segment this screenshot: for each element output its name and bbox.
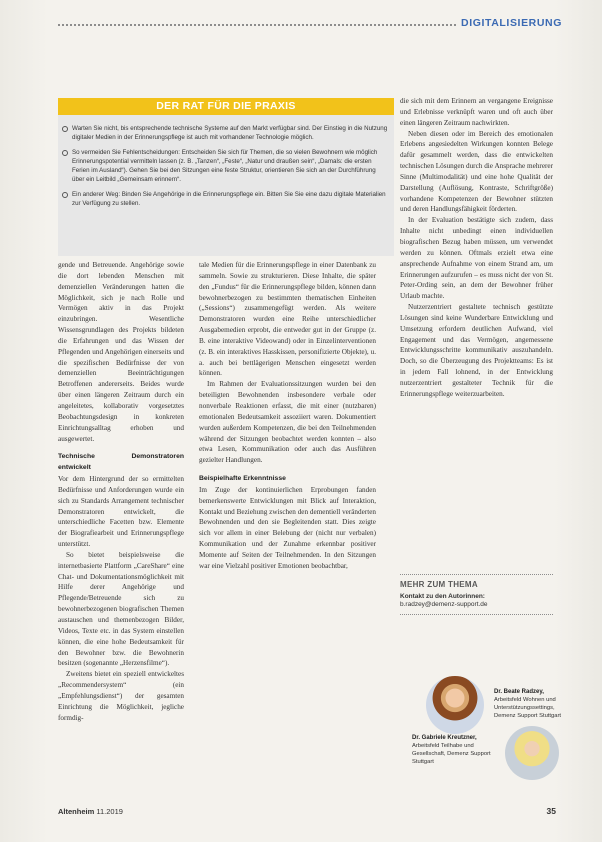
advice-item: Warten Sie nicht, bis entsprechende technische Systeme auf den Markt verfügbar sind. Der Einstieg in die Nutzung digitaler Medien in der Erinnerungspflege ist auch mit vorhandener Technologie möglich. [62, 124, 388, 143]
author-photo-radzey [426, 676, 484, 734]
paragraph: gende und Betreuende. Angehörige sowie die dort lebenden Menschen mit demenziellen Veränderungen hatten die Möglichkeit, sich je nach Rolle und Vermögen aktiv in das Projekt einzubringen. Wesentliche Wissensgrundlagen des Projekts bildeten die Erfahrungen und das Wissen der Pflegenden und Angehörigen einerseits und die spezifischen Bedürfnisse der von demenziellen Beeinträchtigungen Betroffenen andererseits. Beides wurde über einen längeren Zeitraum durch ein angeleitetes, kollaborativ vorgesetztes Beobachtungsdesign in konkreten Einrichtungsalltag erhoben und ausgewertet. [58, 261, 184, 443]
paragraph: So bietet beispielsweise die internetbasierte Plattform „CareShare“ eine Chat- und Dokumentationsmöglichkeit mit Hilfe derer Angehörige und Pflegende/Betreuende sich zu bewohnerbezogenen biografischen Themen austauschen und themenbezogen Bilder, Videos, Texte etc. in das System einstellen können, die eine hohe Bedeutsamkeit für den Bewohner bzw. die Bewohnerin besitzen (sogenannte „Herzensfilme“). [58, 550, 184, 668]
dotted-rule [400, 574, 553, 575]
author-desc: Arbeitsfeld Teilhabe und Gesellschaft, Demenz Support Stuttgart [412, 743, 491, 765]
author-desc: Arbeitsfeld Wohnen und Unterstützungssettings, Demenz Support Stuttgart [494, 697, 562, 719]
author-name: Dr. Gabriele Kreutzner, [412, 735, 477, 741]
section-title: DIGITALISIERUNG [461, 17, 562, 29]
header-dotted-rule [58, 24, 456, 26]
author-photo-kreutzner [505, 726, 559, 780]
paragraph: Nutzerzentriert gestaltete technisch gestützte Lösungen sind keine Wunderbare Entwicklung und Umsetzung erfordern deutlichen Aufwand, viel Engagement und das Vermögen, angemessene Entwicklungsschritte kommunikativ auszuhandeln. Doch, so die Überzeugung des Projektteams: Es ist in jedem Fall lohnend, in der Entwicklung nutzerzentriert gestalteter Technik für die Erinnerungspflege weiterzuarbeiten. [400, 303, 553, 398]
contact-label: Kontakt zu den Autorinnen: [400, 593, 485, 600]
issue-number: 11.2019 [96, 807, 123, 816]
author-name: Dr. Beate Radzey, [494, 689, 544, 695]
author-info-kreutzner [412, 734, 500, 766]
advice-list [62, 124, 388, 213]
magazine-name: Altenheim [58, 807, 95, 816]
paragraph: Zweitens bietet ein speziell entwickeltes „Recommendersystem“ (ein „Empfehlungsdienst“) der gesamten Einrichtung die Möglichkeit, jegliche formdig- [58, 670, 184, 722]
subheading: Beispielhafte Erkenntnisse [199, 475, 286, 483]
paragraph: tale Medien für die Erinnerungspflege in einer Datenbank zu sammeln. Sowie zu strukturieren. Diese Inhalte, die später den „Fundus“ für die Erinnerungspflege bilden, können dann bewohnerbezogen zu bestimmten thematischen Einheiten („Sessions“) zusammengefügt werden. Als weitere Demonstratoren wurden eine Reihe unterschiedlicher Ausgabemedien erprobt, die entweder gut in der Gruppe (z. B. eine interaktive Videowand) oder in Einzelinterventionen (z. B. ein interaktives Hasskissen, personifizierte Objekte), u. a. auch bei bettlägerigen Menschen eingesetzt werden können. [199, 261, 376, 378]
advice-item: Ein anderer Weg: Binden Sie Angehörige in die Erinnerungspflege ein. Bitten Sie Sie eine dazu digitale Materialien zur Verfügung zu stellen. [62, 190, 388, 209]
subheading: Technische Demonstratoren entwickelt [58, 453, 184, 472]
footer-magazine [58, 807, 123, 816]
text-column-1 [58, 260, 184, 723]
paragraph: die sich mit dem Erinnern an vergangene Ereignisse und Erlebnisse verknüpft waren und oft auch über einen längeren Zeitraum nachwirkten. [400, 97, 553, 127]
page-number: 35 [546, 806, 556, 816]
paragraph: In der Evaluation bestätigte sich zudem, dass Inhalte nicht unbedingt einen individuellen biografischen Bezug haben müssen, um verwendet werden zu können. Oftmals erzielt etwa eine ansprechende Aufnahme von einem Strand am, um Erinnerungen aufzurufen – es muss nicht der von St. Peter-Ording sein, an dem der Bewohner früher Urlaub machte. [400, 216, 553, 301]
more-on-topic [400, 574, 553, 615]
more-title: MEHR ZUM THEMA [400, 580, 478, 589]
paragraph: Vor dem Hintergrund der so ermittelten Bedürfnisse und Anforderungen wurde ein sich zu Standards Arrangement technischer Demonstratoren entwickelt, die unterschiedliche Facetten bzw. Elemente der Biografiearbeit und Erinnerungspflege unterstützt. [58, 475, 184, 549]
author-info-radzey [494, 688, 566, 720]
paragraph: Im Rahmen der Evaluationssitzungen wurden bei den beteiligten Bewohnenden insbesondere verbale oder nonverbale Reaktionen erfasst, die mit einer (nutzbaren) emotionalen Bedeutsamkeit assoziiert waren. Dokumentiert wurden außerdem Kompetenzen, die bei den Teilnehmenden während der Sitzungen beobachtet werden konnten – also etwa Lesen, Kommunikation oder auch das Ausführen gezielter Handlungen. [199, 380, 376, 465]
advice-box-header [58, 98, 394, 115]
advice-item: So vermeiden Sie Fehlentscheidungen: Entscheiden Sie sich für Themen, die so vielen Bewohnern wie möglich Erinnerungspotential vermitteln lassen (z. B. „Tanzen“, „Feste“, „Natur und draußen sein“, „Damals: die ersten Ferien im Ausland“). Gehen Sie bei den Sitzungen eine feste Struktur, orientieren Sie sich an der Durchführung über ein Leitbild „Gemeinsam erinnern“. [62, 148, 388, 185]
paragraph: Neben diesen oder im Bereich des emotionalen Erlebens angesiedelten Wirkungen konnten Belege dafür gesammelt werden, dass die entwickelten technischen Lösungen durch die Ansprache mehrerer Sinne (Multimodalität) und eine hohe Qualität der Darstellung (Auflösung, Kontraste, Schriftgröße) vorhandene Kompetenzen der Bewohner stützten und deren Handlungsfähigkeit förderten. [400, 129, 553, 214]
contact-email[interactable]: b.radzey@demenz-support.de [400, 601, 488, 608]
text-column-3 [400, 96, 553, 400]
text-column-2 [199, 260, 376, 572]
paragraph: Im Zuge der kontinuierlichen Erprobungen fanden bemerkenswerte Entwicklungen mit Blick auf Interaktion, Kontakt und Beziehung zwischen den dementiell veränderten Bewohnenden und den sie Begleitenden statt. Dies zeigte sich vor allem in einer Belebung der (nicht nur verbalen) Kommunikation und der Zunahme erkennbar positiver Momente auf Seiten der Teilnehmenden. In den Sitzungen war eine Vielzahl positiver Emotionen beobachtbar, [199, 485, 376, 570]
advice-box-title: DER RAT FÜR DIE PRAXIS [156, 100, 296, 112]
dotted-rule [400, 614, 553, 615]
